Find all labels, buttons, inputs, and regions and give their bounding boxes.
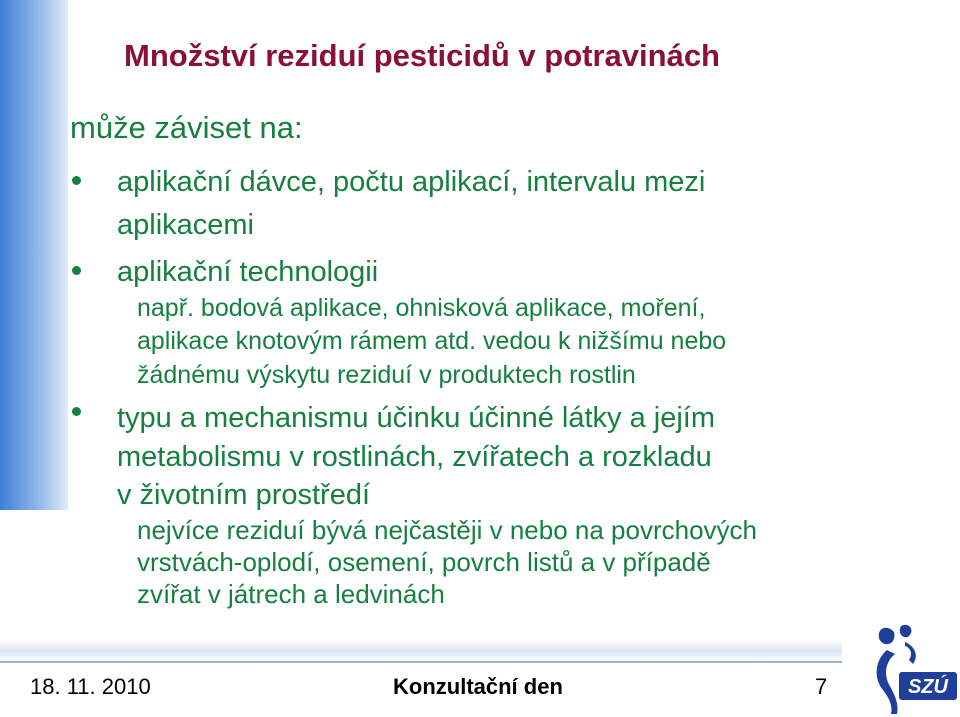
szu-logo-text: SZÚ xyxy=(908,676,948,698)
bullet-3-sub-line-1: nejvíce reziduí bývá nejčastěji v nebo na povrchových xyxy=(137,515,758,545)
intro-text: může záviset na: xyxy=(70,110,303,145)
footer-date: 18. 11. 2010 xyxy=(30,674,151,699)
szu-logo-icon xyxy=(849,620,960,717)
bullet-dot xyxy=(72,266,81,275)
page-number: 7 xyxy=(815,674,828,699)
bullet-2-line-1: aplikační technologii xyxy=(117,256,379,288)
left-gradient-bar xyxy=(0,0,68,510)
szu-logo xyxy=(849,620,960,717)
footer-band xyxy=(0,640,842,662)
bullet-1-line-1: aplikační dávce, počtu aplikací, intervalu mezi xyxy=(117,166,706,198)
footer-title: Konzultační den xyxy=(393,674,563,699)
bullet-dot xyxy=(72,407,81,416)
slide-title: Množství reziduí pesticidů v potravinách xyxy=(124,38,720,73)
bullet-1-line-2: aplikacemi xyxy=(117,209,254,241)
bullet-3-line-2: metabolismu v rostlinách, zvířatech a rozkladu xyxy=(117,441,712,473)
footer-divider xyxy=(0,661,842,663)
bullet-3-sub-line-3: zvířat v játrech a ledvinách xyxy=(137,579,445,609)
bullet-dot xyxy=(72,176,81,185)
bullet-2-sub-line-1: např. bodová aplikace, ohnisková aplikace, moření, xyxy=(137,294,706,322)
bullet-2-sub-line-3: žádnému výskytu reziduí v produktech rostlin xyxy=(137,361,636,389)
bullet-2-sub-line-2: aplikace knotovým rámem atd. vedou k nižšímu nebo xyxy=(137,327,727,355)
bullet-3-sub-line-2: vrstvách-oplodí, osemení, povrch listů a v případě xyxy=(137,547,711,577)
bullet-3-line-1: typu a mechanismu účinku účinné látky a jejím xyxy=(117,402,716,434)
bullet-3-line-3: v životním prostředí xyxy=(117,479,371,511)
